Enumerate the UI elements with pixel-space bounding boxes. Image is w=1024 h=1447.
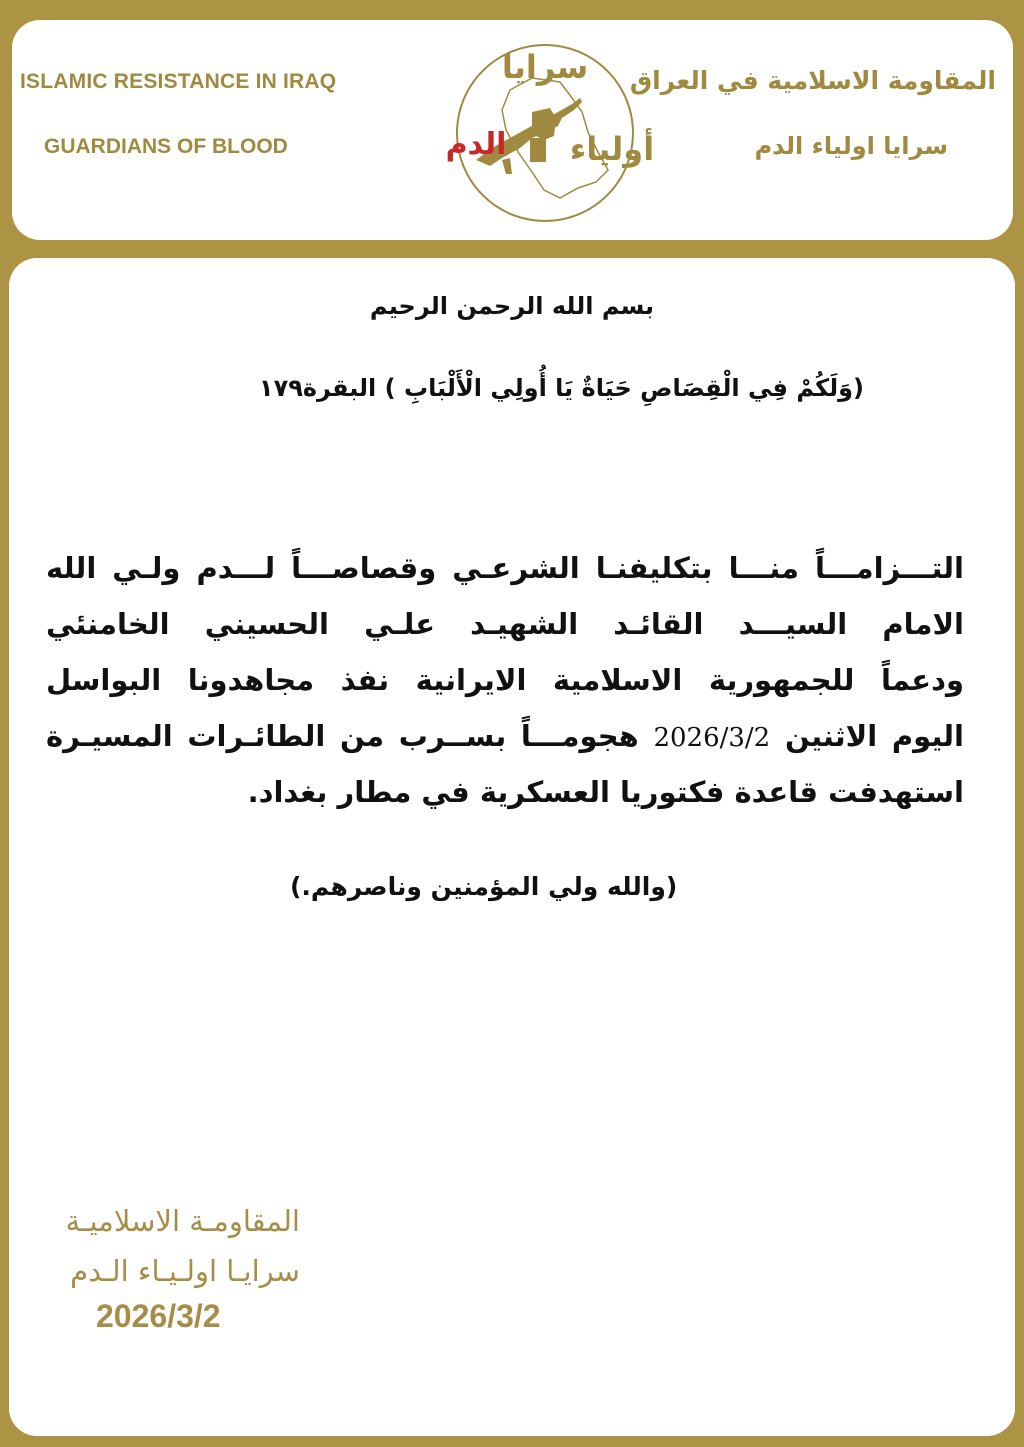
signature-date: 2026/3/2 bbox=[96, 1298, 221, 1334]
closing-phrase: (والله ولي المؤمنين وناصرهم.) bbox=[290, 872, 678, 901]
english-title: ISLAMIC RESISTANCE IN IRAQ bbox=[20, 70, 337, 93]
statement-line-1: التـــزامـــاً منـــا بتكليفنـا الشرعـي وقصاصـــاً لـــدم ولـي الله bbox=[46, 551, 964, 585]
statement-line-4 bbox=[46, 708, 964, 764]
statement-line-4-start: اليوم الاثنين bbox=[784, 719, 964, 753]
logo-word-saraya: سرايا bbox=[501, 48, 589, 86]
logo-word-awliya: أولياء bbox=[569, 130, 655, 168]
signature-organization: المقاومـة الاسلاميـة bbox=[65, 1204, 300, 1238]
quran-verse: (وَلَكُمْ فِي الْقِصَاصِ حَيَاةٌ يَا أُولِي الْأَلْبَابِ ) البقرة١٧٩ bbox=[258, 374, 864, 402]
statement-body bbox=[46, 540, 964, 820]
signature-group: سرايـا اولـيـاء الـدم bbox=[70, 1254, 300, 1288]
english-subtitle: GUARDIANS OF BLOOD bbox=[44, 135, 288, 158]
statement-line-5: استهدفت قاعدة فكتوريا العسكرية في مطار بغداد. bbox=[247, 775, 964, 809]
statement-line-2: الامام السيـــد القائـد الشهيـد علـي الحسيني الخامنئي bbox=[46, 607, 964, 641]
statement-date: 2026/3/2 bbox=[653, 723, 771, 753]
group-logo bbox=[432, 20, 658, 238]
arabic-title: المقاومة الاسلامية في العراق bbox=[629, 66, 996, 95]
statement-line-4-end: هجومـــاً بســرب من الطائـرات المسيـرة bbox=[46, 719, 639, 753]
basmala: بسم الله الرحمن الرحيم bbox=[369, 292, 655, 320]
arabic-subtitle: سرايا اولياء الدم bbox=[754, 132, 948, 160]
logo-word-al-dam: الدم bbox=[445, 127, 507, 162]
statement-line-3: ودعماً للجمهورية الاسلامية الايرانية نفذ مجاهدونا البواسل bbox=[46, 663, 964, 697]
